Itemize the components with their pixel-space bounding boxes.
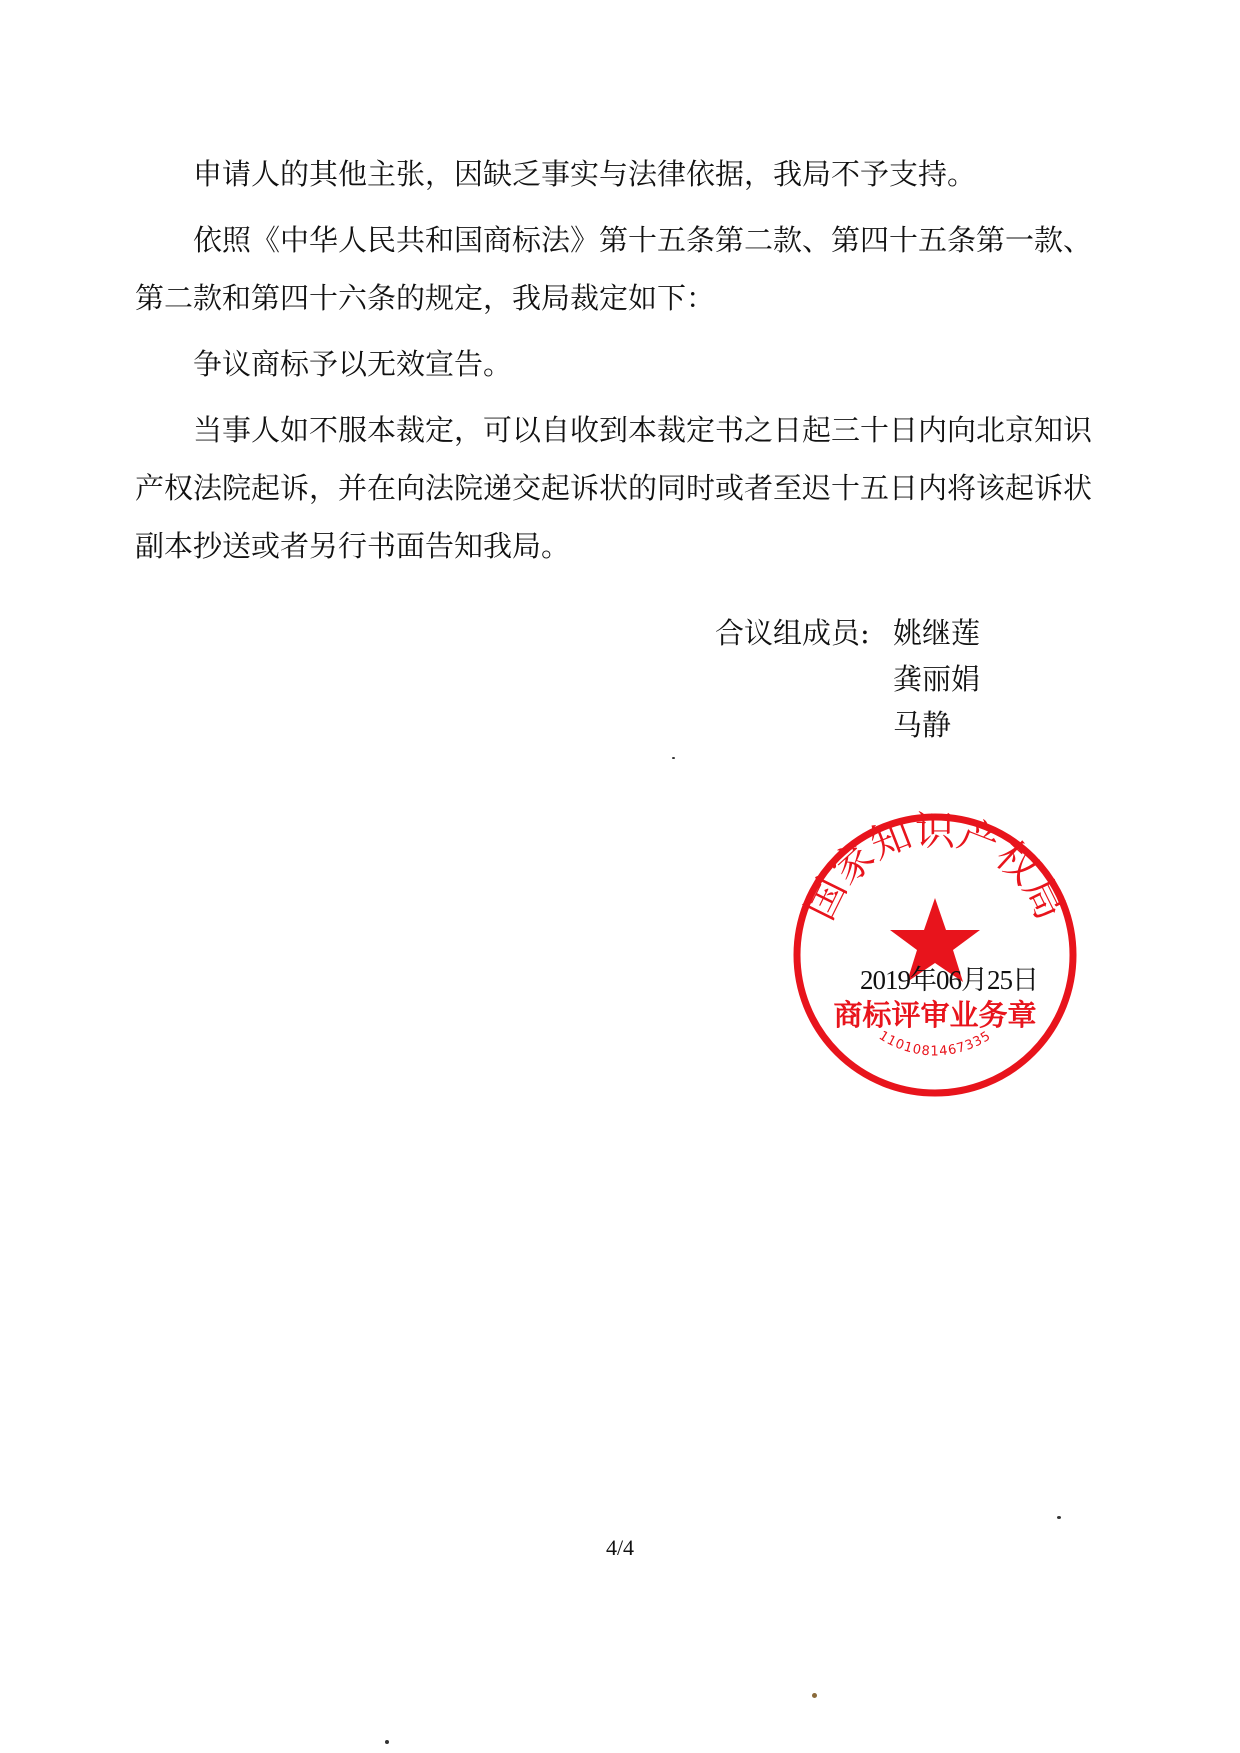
- paragraph-line: 副本抄送或者另行书面告知我局。: [135, 529, 571, 563]
- panel-row: [715, 610, 980, 748]
- paragraph-line: 申请人的其他主张，因缺乏事实与法律依据，我局不予支持。: [193, 157, 977, 191]
- panel-member: 龚丽娟: [893, 662, 981, 696]
- paragraph: [135, 145, 1115, 203]
- scan-speck: [385, 1740, 389, 1744]
- paragraph-line: 当事人如不服本裁定，可以自收到本裁定书之日起三十日内向北京知识: [193, 413, 1093, 447]
- scan-speck: [812, 1693, 817, 1698]
- document-body: [135, 145, 1115, 575]
- panel-names: [893, 610, 980, 748]
- official-seal: [790, 810, 1080, 1100]
- page-number: 4/4: [605, 1535, 635, 1560]
- paragraph: [135, 335, 1115, 393]
- paragraph-line: 第二款和第四十六条的规定，我局裁定如下：: [135, 281, 716, 315]
- seal-graphic: [790, 810, 1080, 1100]
- paragraph: [135, 401, 1115, 575]
- panel-members: [715, 610, 980, 748]
- panel-member: 马静: [893, 708, 952, 742]
- paragraph: [135, 211, 1115, 327]
- seal-arc-text: 国家知识产权局: [797, 810, 1073, 928]
- panel-member: 姚继莲: [893, 616, 981, 650]
- seal-number: 1101081467335: [876, 1028, 994, 1060]
- paragraph-line: 产权法院起诉，并在向法院递交起诉状的同时或者至迟十五日内将该起诉状: [135, 471, 1093, 505]
- paragraph-line: 争议商标予以无效宣告。: [193, 347, 513, 381]
- scan-speck: [1057, 1516, 1061, 1519]
- document-date: 2019年06月25日: [860, 965, 1038, 995]
- scan-speck: [672, 757, 675, 759]
- paragraph-line: 依照《中华人民共和国商标法》第十五条第二款、第四十五条第一款、: [193, 223, 1093, 257]
- panel-label: 合议组成员:: [715, 616, 870, 650]
- seal-sub-text: 商标评审业务章: [833, 998, 1037, 1032]
